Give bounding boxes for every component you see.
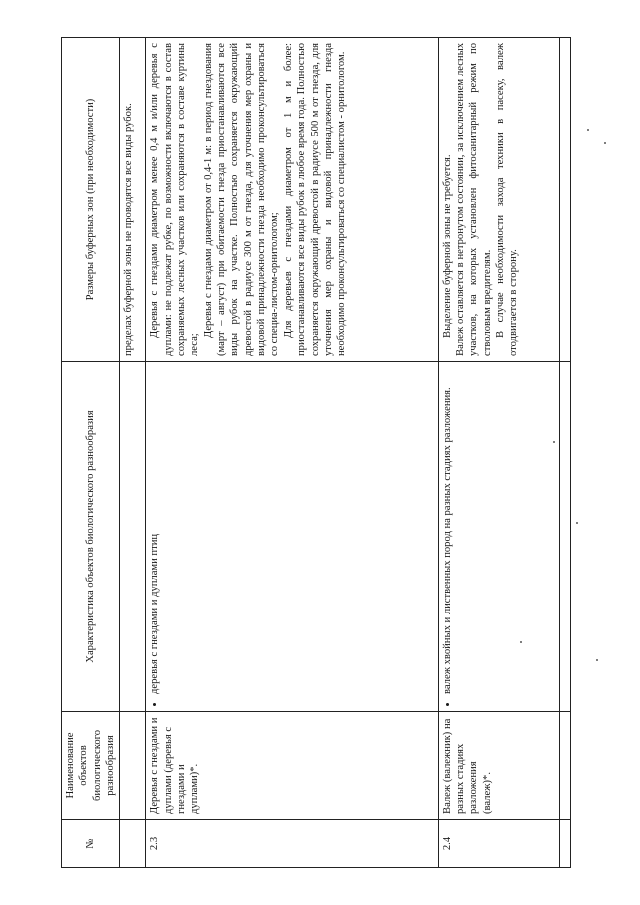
scan-speck [553,441,555,443]
buffer-paragraph: В случае необходимости захода техники в пасеку, валеж отодвигается в сторону. [495,43,520,356]
biodiversity-table [61,37,571,868]
header-num: № [62,820,120,868]
scan-speck [596,659,598,661]
row-name: Валеж (валежник) на разных стадиях разложения (валеж)*. [438,712,559,820]
row-num: 2.3 [146,820,438,868]
row-buffer [146,38,438,362]
characteristic-item: • деревья с гнездами и дуплами птиц [148,367,161,694]
table-row [438,38,559,868]
table-row [146,38,438,868]
row-buffer [438,38,559,362]
row-num: 2.4 [438,820,559,868]
scan-speck [587,129,589,131]
scan-speck [604,142,606,144]
table-header-row [62,38,120,868]
buffer-paragraph: Деревья с гнездами диаметром от 0,4-1 м: в период гнездования (март – август) при обитаемости гнезда приостанавливаются все виды рубок на участке. Полностью сохраняется окружающий древостой в радиусе 300 м от гнезда, для уточнения мер охраны и видовой принадлежности гнезда необходимо проконсультироваться со специа-листом-орнитологом; [202,43,281,356]
rotated-page [61,38,571,868]
characteristic-item: • валеж хвойных и лиственных пород на разных стадиях разложения. [441,367,454,694]
buffer-paragraph: Деревья с гнездами диаметром менее 0,4 м и/или деревья с дуплами: не подлежат рубке, по возможности включаются в состав сохраняемых лесных участков или сохраняются в составе куртины леса; [149,43,201,356]
continuation-row [120,38,146,868]
header-name: Наименование объектов биологического разнообразия [62,712,120,820]
header-characteristic: Характеристика объектов биологического разнообразия [62,362,120,712]
scan-speck [520,641,522,643]
blank-row [560,38,571,868]
row-characteristic [146,362,438,712]
scan-speck [576,522,578,524]
row-characteristic [438,362,559,712]
buffer-paragraph: Валеж оставляется в нетронутом состоянии, за исключением лесных участков, на которых установлен фитосанитарный режим по стволовым вредителям. [455,43,493,356]
header-buffer: Размеры буферных зон (при необходимости) [62,38,120,362]
continuation-text: пределах буферной зоны не проводятся все виды рубок. [120,38,146,362]
buffer-paragraph: Выделение буферной зоны не требуется. [441,154,453,338]
buffer-paragraph: Для деревьев с гнездами диаметром от 1 м и более: приостанавливаются все виды рубок в любое время года. Полностью сохраняется окружающий древостой в радиусе 500 м от гнезда, для уточнения мер охраны и видовой принадлежности гнезда необходимо проконсультироваться со специалистом - орнитологом. [282,43,348,356]
row-name: Деревья с гнездами и дуплами (деревья с гнездами и дуплами)*. [146,712,438,820]
